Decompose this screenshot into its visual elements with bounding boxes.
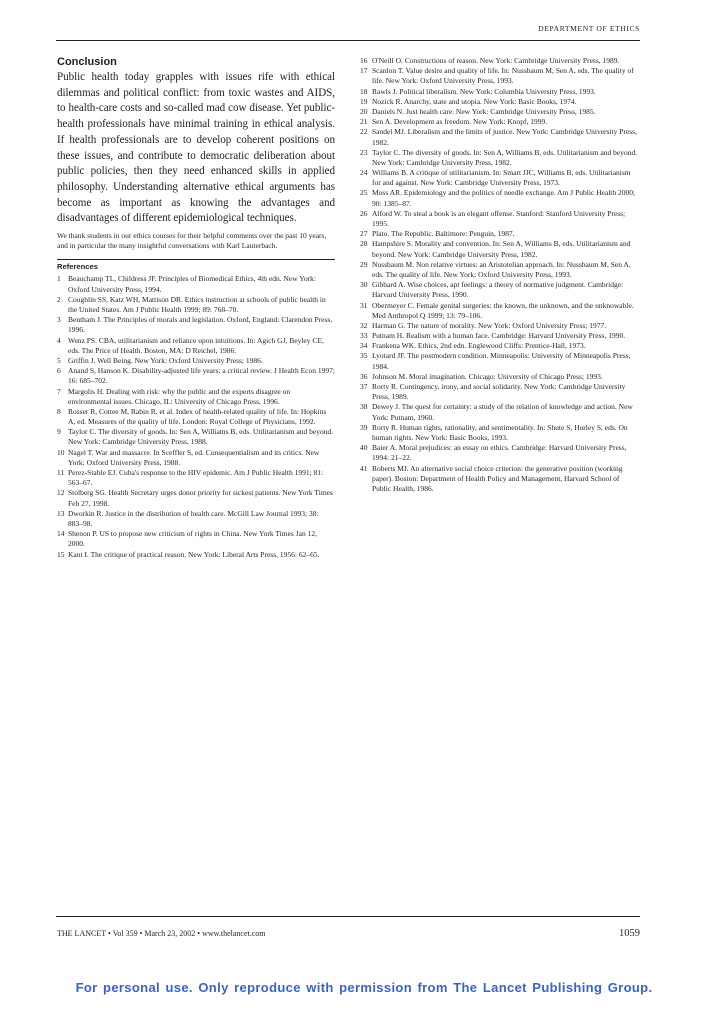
- reference-item: [57, 315, 335, 335]
- reference-item: [360, 107, 640, 117]
- references-list-right: [360, 56, 640, 494]
- reference-number: 37: [360, 382, 368, 391]
- reference-number: 6: [57, 366, 61, 376]
- reference-number: 31: [360, 300, 368, 310]
- reference-text: Rawls J. Political liberalism. New York: Columbia University Press, 1993.: [372, 86, 596, 96]
- reference-number: 32: [360, 320, 368, 330]
- reference-text: Stolberg SG. Health Secretary urges donor priority for sickest patients. New York Times Feb 27, 1998.: [68, 488, 333, 508]
- reference-item: [360, 87, 640, 97]
- reference-number: 28: [360, 239, 368, 249]
- reference-text: Anand S, Hanson K. Disability-adjusted life years: a critical review. J Health Econ 1997; 16: 685–702.: [68, 366, 335, 386]
- reference-item: [360, 260, 640, 280]
- references-list-left: [57, 274, 335, 559]
- reference-item: [360, 117, 640, 127]
- reference-item: [360, 443, 640, 463]
- reference-item: [360, 423, 640, 443]
- reference-text: Alford W. To steal a book is an elegant offense. Stanford: Stanford University Press; 1995.: [372, 208, 626, 228]
- reference-text: Frankena WK. Ethics, 2nd edn. Englewood Cliffs: Prentice-Hall, 1973.: [372, 341, 586, 351]
- reference-item: [360, 301, 640, 321]
- reference-text: Beauchamp TL, Childress JF. Principles of Biomedical Ethics, 4th edn. New York: Oxford University Press, 1994.: [68, 274, 316, 294]
- reference-number: 34: [360, 341, 368, 351]
- reference-number: 29: [360, 259, 368, 269]
- reference-item: [360, 331, 640, 341]
- reference-text: Harman G. The nature of morality. New York: Oxford University Press; 1977.: [372, 320, 607, 330]
- reference-text: Griffin J. Well Being. New York: Oxford University Press; 1986.: [68, 355, 263, 365]
- reference-number: 5: [57, 355, 61, 365]
- reference-text: Sandel MJ. Liberalism and the limits of justice. New York: Cambridge University Press, 1982.: [372, 127, 637, 147]
- reference-number: 27: [360, 229, 368, 239]
- reference-number: 25: [360, 188, 368, 198]
- acknowledgment: We thank students in our ethics courses for their helpful comments over the past 10 years, and in particular the many insightful conversations with Karl Lauterbach.: [57, 231, 327, 251]
- reference-text: Rosser R, Cottee M, Rabin R, et al. Index of health-related quality of life. In: Hopkins A, ed. Measures of the quality of life. London: Royal College of Physicians, 1992.: [68, 406, 327, 427]
- reference-item: [360, 209, 640, 229]
- reference-text: Perez-Stable EJ. Cuba's response to the HIV epidemic. Am J Public Health 1991; 81: 563–67.: [68, 468, 324, 488]
- left-column: [57, 56, 335, 560]
- reference-item: [360, 341, 640, 351]
- reference-item: [57, 488, 335, 508]
- reference-text: Rorty R. Human rights, rationality, and sentimentality. In: Shute S, Hurley S, eds. On human rights. New York: Basic Books, 1993.: [372, 422, 628, 442]
- right-column: [360, 56, 640, 494]
- reference-number: 14: [57, 529, 65, 539]
- reference-item: [360, 168, 640, 188]
- reference-item: [360, 97, 640, 107]
- reference-text: Rorty R. Contingency, irony, and social solidarity. New York: Cambridge University Press, 1989.: [372, 382, 626, 402]
- reference-number: 24: [360, 168, 368, 178]
- reference-text: Baier A. Moral prejudices: an essay on ethics. Cambridge: Harvard University Press, 1994: 21–22.: [372, 443, 627, 463]
- conclusion-paragraph: Public health today grapples with issues rife with ethical dilemmas and political conflict: from toxic wastes and AIDS, to health-care costs and so-called mad cow disease. Yet public-health professionals have minimal training in ethical analysis. If health professionals are to develop coherent positions on these issues, and contribute to democratic deliberation about public policies, then they need enhanced skills in applied philosophy. Understanding alternative ethical arguments has become as important as knowing the advantages and disadvantages of different epidemiological techniques.: [57, 71, 335, 225]
- reference-item: [57, 336, 335, 356]
- reference-number: 35: [360, 351, 368, 361]
- reference-text: Johnson M. Moral imagination. Chicago: University of Chicago Press; 1993.: [372, 371, 603, 381]
- reference-item: [57, 407, 335, 427]
- reference-item: [360, 464, 640, 495]
- reference-number: 18: [360, 86, 368, 96]
- references-rule: [57, 259, 335, 260]
- reference-number: 21: [360, 117, 368, 127]
- reference-number: 33: [360, 331, 368, 341]
- reference-number: 1: [57, 274, 61, 284]
- reference-text: Roberts MJ. An alternative social choice criterion: the generative position (working paper). Boston: Department of Health Policy and Management, Harvard School of Public Health, 1986.: [372, 463, 623, 493]
- reference-item: [57, 509, 335, 529]
- reference-item: [57, 550, 335, 560]
- reference-number: 3: [57, 315, 61, 325]
- reference-item: [360, 402, 640, 422]
- reference-item: [57, 468, 335, 488]
- reference-number: 40: [360, 443, 368, 453]
- reference-item: [360, 66, 640, 86]
- reference-number: 38: [360, 402, 368, 412]
- reference-text: Sen A. Development as freedom. New York: Knopf, 1999.: [372, 117, 548, 127]
- reference-text: Wenz PS. CBA, utilitarianism and reliance upon intuitions. In: Agich GJ, Beyley CE, eds. The Price of Health. Boston, MA: D Reichel, 1986.: [68, 335, 324, 355]
- reference-text: Margolis H. Dealing with risk: why the public and the experts disagree on environmental issues. Chicago, IL: University of Chicago Press, 1996.: [68, 386, 291, 406]
- reference-number: 16: [360, 56, 368, 65]
- reference-item: [57, 427, 335, 447]
- reference-number: 11: [57, 468, 65, 477]
- reference-text: Shenon P. US to propose new criticism of rights in China. New York Times Jan 12, 2000.: [68, 529, 317, 549]
- reference-text: Taylor C. The diversity of goods. In: Sen A, Williams B, eds. Utilitarianism and beyond. New York: Cambridge University Press, 1988.: [68, 427, 334, 447]
- reference-number: 23: [360, 147, 368, 157]
- reference-number: 19: [360, 96, 368, 106]
- page-number: 1059: [619, 928, 640, 939]
- running-header: [56, 24, 640, 36]
- references-heading: References: [57, 262, 98, 272]
- reference-number: 2: [57, 294, 61, 304]
- reference-number: 10: [57, 447, 65, 457]
- reference-text: Williams B. A critique of utilitarianism. In: Smart JJC, Williams B, eds. Utilitarianism for and against. New York: Cambridge University Press, 1973.: [372, 168, 631, 188]
- reference-item: [360, 239, 640, 259]
- reference-item: [57, 366, 335, 386]
- reference-number: 12: [57, 488, 65, 498]
- reference-item: [360, 382, 640, 402]
- reference-number: 22: [360, 127, 368, 137]
- reference-number: 9: [57, 427, 61, 437]
- reference-number: 7: [57, 386, 61, 396]
- reference-item: [360, 127, 640, 147]
- reference-text: Nussbaum M. Non relative virtues: an Aristotelian approach. In: Nussbaum M, Sen A, eds. The quality of life. New York: Oxford University Press, 1993.: [372, 259, 631, 279]
- reference-text: O'Neill O. Constructions of reason. New York: Cambridge University Press, 1989.: [372, 56, 620, 65]
- reference-text: Nagel T. War and massacre. In Sceffler S, ed. Consequentialism and its critics. New York: Oxford University Press, 1988.: [68, 447, 320, 467]
- footer-rule: [56, 916, 640, 917]
- conclusion-heading: Conclusion: [57, 56, 117, 68]
- reference-item: [57, 356, 335, 366]
- reference-number: 15: [57, 549, 65, 559]
- reference-text: Bentham J. The Principles of morals and legislation. Oxford, England: Clarendon Press, 1996.: [68, 315, 333, 335]
- reference-text: Taylor C. The diversity of goods. In: Sen A, Williams B, eds. Utilitarianism and beyond. New York: Cambridge University Press, 1982.: [372, 147, 638, 167]
- reference-text: Moss AR. Epidemiology and the politics of needle exchange. Am J Public Health 2000; 90: 1385–87.: [372, 188, 636, 208]
- reference-text: Dworkin R. Justice in the distribution of health care. McGill Law Journal 1993; 38: 883–98.: [68, 508, 319, 528]
- reference-text: Scanlon T. Value desire and quality of life. In: Nussbaum M, Sen A, eds. The quality of life. New York: Oxford University Press, 1993.: [372, 66, 634, 86]
- reference-text: Plato. The Republic. Baltimore: Penguin, 1987.: [372, 229, 515, 239]
- copyright-notice: For personal use. Only reproduce with permission from The Lancet Publishing Group.: [75, 980, 653, 995]
- reference-item: [360, 372, 640, 382]
- reference-text: Coughlin SS, Katz WH, Mattison DR. Ethics instruction at schools of public health in the United States. Am J Public Health 1999; 89: 768–70.: [68, 294, 326, 314]
- reference-text: Daniels N. Just health care. New York: Cambridge University Press, 1985.: [372, 106, 596, 116]
- reference-number: 4: [57, 335, 61, 345]
- reference-number: 20: [360, 106, 368, 116]
- reference-number: 13: [57, 508, 65, 518]
- reference-text: Obermeyer C. Female genital surgeries: the known, the unknown, and the unknowable. Med Anthropol Q 1999; 13: 79–106.: [372, 300, 634, 320]
- department-label: DEPARTMENT OF ETHICS: [538, 24, 640, 33]
- reference-text: Hampshire S. Morality and convention. In: Sen A, Williams B, eds. Utilitarianism and beyond. New York: Cambridge University Press, 1982.: [372, 239, 631, 259]
- reference-item: [360, 148, 640, 168]
- reference-item: [360, 229, 640, 239]
- header-rule: [56, 40, 640, 41]
- reference-item: [57, 529, 335, 549]
- journal-citation: THE LANCET • Vol 359 • March 23, 2002 • www.thelancet.com: [57, 929, 266, 938]
- reference-text: Kant I. The critique of practical reason. New York: Liberal Arts Press, 1956: 62–65.: [68, 549, 320, 559]
- reference-text: Gibbard A. Wise choices, apt feelings: a theory of normative judgment. Cambridge: Harvard University Press, 1990.: [372, 280, 624, 300]
- reference-item: [360, 351, 640, 371]
- reference-number: 36: [360, 371, 368, 381]
- reference-number: 39: [360, 422, 368, 432]
- reference-item: [57, 295, 335, 315]
- reference-number: 8: [57, 406, 61, 416]
- reference-item: [57, 448, 335, 468]
- reference-item: [360, 321, 640, 331]
- reference-number: 26: [360, 208, 368, 218]
- reference-item: [57, 274, 335, 294]
- page-footer: [57, 928, 640, 942]
- reference-number: 30: [360, 280, 368, 290]
- reference-item: [57, 387, 335, 407]
- reference-item: [360, 280, 640, 300]
- reference-text: Nozick R. Anarchy, state and utopia. New York: Basic Books, 1974.: [372, 96, 577, 106]
- reference-text: Lyotard JF. The postmodern condition. Minneapolis: University of Minneapolis Press, 1984.: [372, 351, 631, 371]
- reference-item: [360, 56, 640, 66]
- reference-number: 17: [360, 66, 368, 76]
- reference-number: 41: [360, 463, 368, 473]
- reference-item: [360, 188, 640, 208]
- reference-text: Dewey J. The quest for certainty: a study of the relation of knowledge and action. New York: Putnam, 1960.: [372, 402, 633, 422]
- reference-text: Putnam H. Realism with a human face. Cambridge: Harvard University Press, 1990.: [372, 331, 626, 341]
